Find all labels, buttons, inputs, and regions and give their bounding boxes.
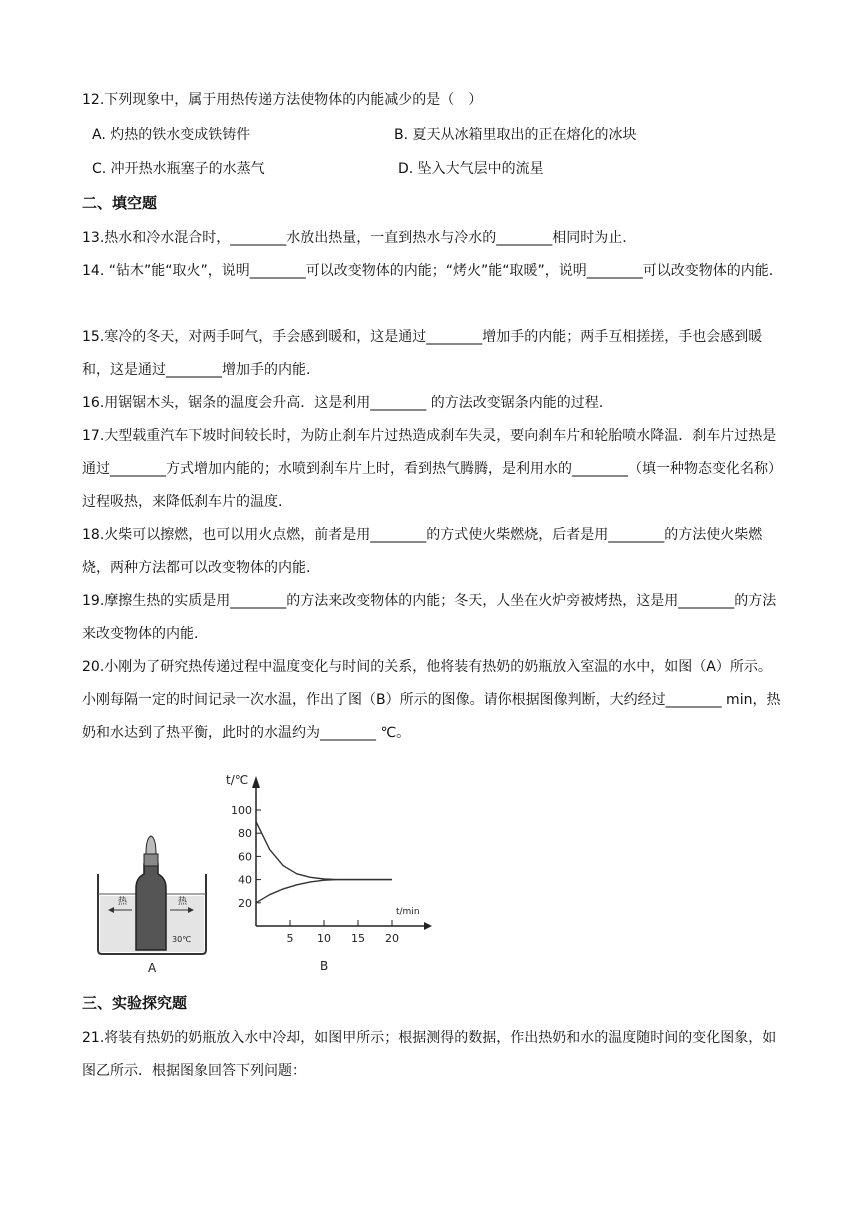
x-tick-label: 10 [317,932,331,945]
question-14: 14. “钻木”能“取火”，说明________可以改变物体的内能；“烤火”能“取暖”，说明________可以改变物体的内能. [82,263,774,279]
question-12-option-b: B. 夏天从冰箱里取出的正在熔化的冰块 [394,127,637,143]
question-12-option-c: C. 冲开热水瓶塞子的水蒸气 [92,161,265,177]
question-16: 16.用锯锯木头，锯条的温度会升高．这是利用________ 的方法改变锯条内能的过程. [82,395,604,411]
hot-label-right: 热 [178,897,188,907]
question-15: 15.寒冷的冬天，对两手呵气，手会感到暖和，这是通过________增加手的内能；两手互相搓搓，手也会感到暖和，这是通过________增加手的内能. [82,329,763,378]
hot-label-left: 热 [118,897,128,907]
x-axis-label: t/min [396,907,420,917]
question-18: 18.火柴可以擦燃，也可以用火点燃，前者是用________的方式使火柴燃烧，后者是用________的方法使火柴燃烧，两种方法都可以改变物体的内能. [82,527,763,576]
question-13: 13.热水和冷水混合时，________水放出热量，一直到热水与冷水的________相同时为止. [82,230,627,246]
question-19: 19.摩擦生热的实质是用________的方法来改变物体的内能；冬天，人坐在火炉旁被烤热，这是用________的方法来改变物体的内能. [82,593,777,642]
question-12-stem: 12.下列现象中，属于用热传递方法使物体的内能减少的是（ ） [82,92,483,108]
question-21: 21.将装有热奶的奶瓶放入水中冷却，如图甲所示；根据测得的数据，作出热奶和水的温度随时间的变化图象，如图乙所示．根据图象回答下列问题： [82,1030,777,1079]
section-heading-experiment: 三、实验探究题 [82,994,188,1012]
section-heading-fill-in: 二、填空题 [82,194,158,212]
question-20-figure [92,770,432,984]
water-curve [256,880,392,903]
y-axis-label: t/℃ [226,773,249,787]
question-17: 17.大型载重汽车下坡时间较长时，为防止刹车片过热造成刹车失灵，要向刹车片和轮胎喷水降温．刹车片过热是通过________方式增加内能的；水喷到刹车片上时，看到热气腾腾，是利用水的________（填一种物态变化名称）过程吸热，来降低刹车片的温度. [82,428,782,510]
y-tick-label: 80 [238,827,252,841]
x-tick-label: 20 [385,932,399,945]
x-tick-label: 5 [286,932,294,945]
y-tick-label: 100 [231,804,252,817]
y-tick-label: 60 [238,850,252,864]
question-20: 20.小刚为了研究热传递过程中温度变化与时间的关系，他将装有热奶的奶瓶放入室温的水中，如图（A）所示。小刚每隔一定的时间记录一次水温，作出了图（B）所示的图像。请你根据图像判断，大约经过________ min，热奶和水达到了热平衡，此时的水温约为________ ℃。 [82,659,781,741]
question-12-option-d: D. 坠入大气层中的流星 [398,161,544,177]
question-12-option-a: A. 灼热的铁水变成铁铸件 [92,127,251,143]
figure-a-beaker [98,836,206,975]
milk-bottle-icon [136,864,166,950]
y-tick-label: 40 [238,873,252,887]
hot-milk-curve [256,822,392,880]
water-temp-label: 30℃ [172,935,192,944]
figure-b-caption: B [320,959,329,973]
figure-svg [92,770,432,980]
y-tick-label: 20 [238,896,252,910]
x-tick-label: 15 [351,932,365,945]
figure-b-chart [226,773,432,973]
figure-a-caption: A [148,961,157,975]
